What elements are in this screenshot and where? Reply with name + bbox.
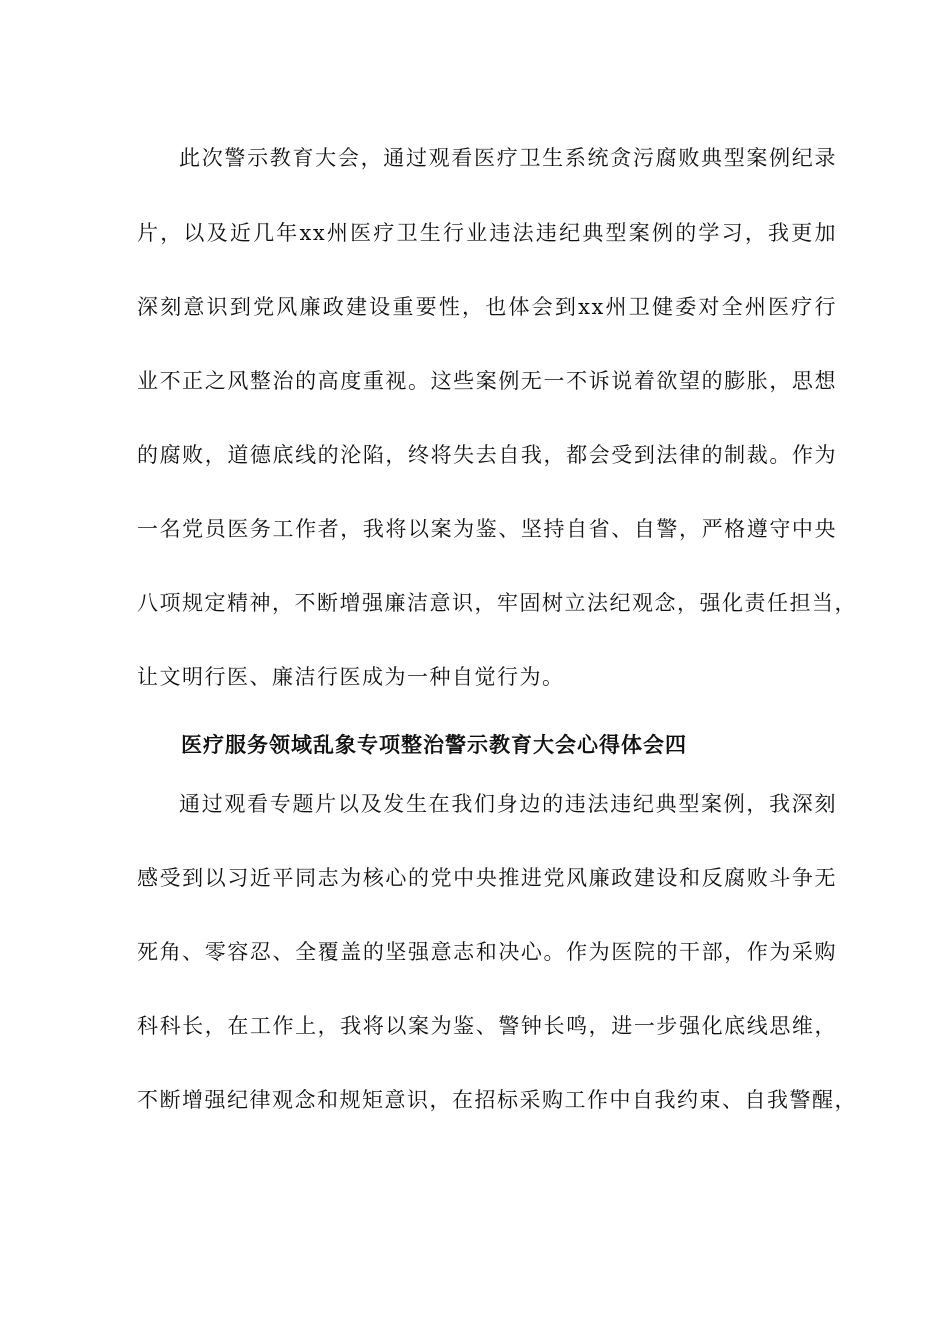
paragraph-2-line-2: 感受到以习近平同志为核心的党中央推进党风廉政建设和反腐败斗争无 <box>137 866 837 890</box>
paragraph-2-line-3: 死角、零容忍、全覆盖的坚强意志和决心。作为医院的干部，作为采购 <box>137 940 837 964</box>
paragraph-1-line-7: 八项规定精神，不断增强廉洁意识，牢固树立法纪观念，强化责任担当， <box>137 591 857 615</box>
paragraph-2-line-5: 不断增强纪律观念和规矩意识，在招标采购工作中自我约束、自我警醒， <box>137 1088 857 1112</box>
paragraph-2-line-4: 科科长，在工作上，我将以案为鉴、警钟长鸣，进一步强化底线思维， <box>137 1014 837 1038</box>
paragraph-1-line-8: 让文明行医、廉洁行医成为一种自觉行为。 <box>137 665 565 689</box>
paragraph-1-line-3: 深刻意识到党风廉政建设重要性，也体会到xx州卫健委对全州医疗行 <box>137 295 837 319</box>
section-heading: 医疗服务领域乱象专项整治警示教育大会心得体会四 <box>181 732 687 757</box>
paragraph-1-line-5: 的腐败，道德底线的沦陷，终将失去自我，都会受到法律的制裁。作为 <box>137 443 837 467</box>
paragraph-1-line-1: 此次警示教育大会，通过观看医疗卫生系统贪污腐败典型案例纪录 <box>179 146 837 170</box>
paragraph-1-line-2: 片，以及近几年xx州医疗卫生行业违法违纪典型案例的学习，我更加 <box>137 221 837 245</box>
paragraph-2-line-1: 通过观看专题片以及发生在我们身边的违法违纪典型案例，我深刻 <box>179 792 837 816</box>
paragraph-1-line-4: 业不正之风整治的高度重视。这些案例无一不诉说着欲望的膨胀，思想 <box>137 369 837 393</box>
paragraph-1-line-6: 一名党员医务工作者，我将以案为鉴、坚持自省、自警，严格遵守中央 <box>137 517 837 541</box>
